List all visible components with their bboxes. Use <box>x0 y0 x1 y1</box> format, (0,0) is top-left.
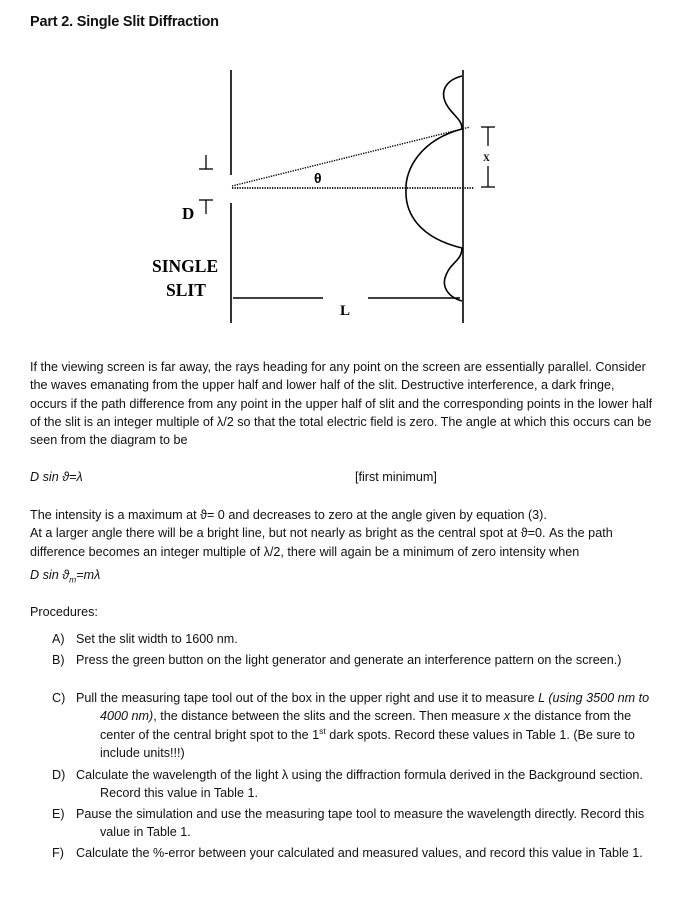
eq2-rest: =mλ <box>76 568 101 582</box>
theta-label: θ <box>314 170 322 186</box>
mth-minimum-equation <box>30 568 101 585</box>
first-minimum-equation: D sin ϑ=λ <box>30 470 83 484</box>
first-minimum-note: [first minimum] <box>355 470 437 484</box>
step-label: D) <box>52 768 66 782</box>
page-title: Part 2. Single Slit Diffraction <box>30 14 219 30</box>
slit-label: SLIT <box>166 280 206 300</box>
procedures-heading: Procedures: <box>30 605 98 619</box>
step-text: Set the slit width to 1600 nm. <box>76 632 238 646</box>
step-label: E) <box>52 807 65 821</box>
procedure-step-f <box>52 844 657 862</box>
step-text <box>76 689 657 762</box>
angled-ray <box>232 127 470 186</box>
intro-paragraph: If the viewing screen is far away, the rays heading for any point on the screen are essentially parallel. Consider the waves emanating from the upper half and lower half of the slit. Destructive interference, a dark fringe, occurs if the path difference from any point in the upper half of slit and the corresponding points in the lower half of the slit is an integer multiple of λ/2 so that the total electric field is zero. The angle at which this occurs can be seen from the diagram to be <box>30 360 653 448</box>
step-label: F) <box>52 846 64 860</box>
eq2-main: D sin ϑ <box>30 568 70 582</box>
step-c-superscript: st <box>319 725 326 736</box>
d-label: D <box>182 204 195 223</box>
single-slit-diagram <box>0 0 686 340</box>
step-label: A) <box>52 632 65 646</box>
step-text: Calculate the wavelength of the light λ using the diffraction formula derived in the Background section. Record this value in Table 1. <box>76 768 643 801</box>
intensity-paragraph <box>30 506 655 561</box>
intensity-line-1: The intensity is a maximum at ϑ= 0 and decreases to zero at the angle given by equation (3). <box>30 508 547 522</box>
step-c-part-a: Pull the measuring tape tool out of the box in the upper right and use it to measure <box>76 691 539 705</box>
procedure-step-b <box>52 651 657 669</box>
intensity-curve <box>406 76 462 301</box>
procedure-step-a <box>52 630 657 648</box>
step-c-part-d: x <box>503 709 511 724</box>
step-text: Calculate the %-error between your calculated and measured values, and record this value in Table 1. <box>76 846 643 860</box>
single-label: SINGLE <box>152 256 219 276</box>
step-c-part-c: , the distance between the slits and the screen. Then measure <box>153 709 504 724</box>
intensity-line-2: At a larger angle there will be a bright line, but not nearly as bright as the central spot at ϑ=0. As the path difference becomes an integer multiple of λ/2, there will again be a minimum of zero intensity when <box>30 526 613 559</box>
step-text: Press the green button on the light generator and generate an interference pattern on the screen.) <box>76 653 622 667</box>
procedure-step-e <box>52 805 657 842</box>
eq2-subscript: m <box>69 574 77 585</box>
step-c-part-f: dark spots. Record these values in Table 1. (Be sure to include units!!!) <box>100 727 635 760</box>
procedure-step-d <box>52 766 657 803</box>
step-text: Pause the simulation and use the measuring tape tool to measure the wavelength directly. Record this value in Table 1. <box>76 807 645 840</box>
procedure-step-c <box>52 689 657 762</box>
step-label: C) <box>52 691 66 705</box>
slit-width-marker <box>199 155 213 214</box>
step-c-part-b: L (using 3500 nm to 4000 nm) <box>100 691 650 724</box>
x-label: X <box>483 154 490 164</box>
step-label: B) <box>52 653 65 667</box>
step-c-part-e: the distance from the center of the central bright spot to the 1 <box>100 709 632 742</box>
l-label: L <box>340 303 351 319</box>
